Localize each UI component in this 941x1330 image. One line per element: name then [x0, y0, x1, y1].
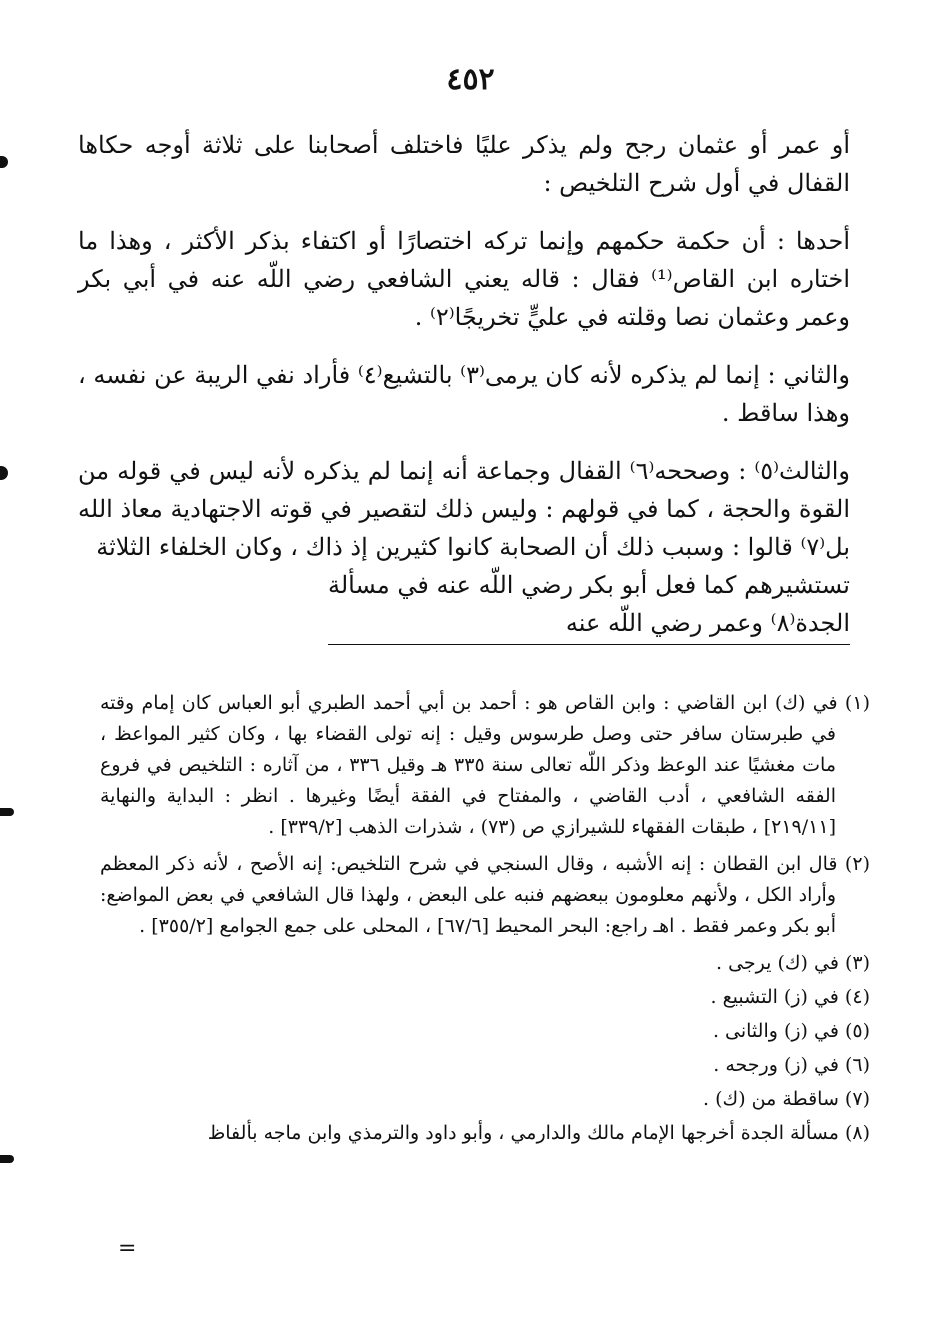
- footnote-6: (٦) في (ز) ورجحه .: [713, 1054, 870, 1076]
- margin-mark: [0, 156, 8, 168]
- footnote-7: (٧) ساقطة من (ك) .: [703, 1088, 870, 1110]
- footnote-5: (٥) في (ز) والثانى .: [712, 1020, 870, 1042]
- footnote-2: (٢) قال ابن القطان : إنه الأشبه ، وقال السنجي في شرح التلخيص: إنه الأصح ، لأنه ذكر المعظم وأراد الكل ، ولأنهم معلومون ببعضهم فنبه على البعض ، ولهذا قال الشافعي في بعض المواضع: أبو بكر وعمر فقط . اهـ راجع: البحر المحيط [٦٧/٦] ، المحلى على جمع الجوامع [٣٥٥/٢] .: [100, 853, 870, 937]
- last-line-main: تستشيرهم كما فعل أبو بكر رضي اللّه عنه في مسألة الجدة⁽٨⁾: [328, 571, 850, 637]
- paragraph-third-view: والثالث⁽٥⁾ : وصححه⁽٦⁾ القفال وجماعة أنه إنما لم يذكره لأنه ليس في قوله من القوة والحجة ، كما في قولهم : وليس ذلك لتقصير في قوته الاجتهادية معاذ الله بل⁽٧⁾ قالوا : وسبب ذلك أن الصحابة كانوا كثيرين إذ ذاك ، وكان الخلفاء الثلاثة: [78, 457, 851, 561]
- margin-mark: [0, 808, 14, 816]
- paragraph-second-view: والثاني : إنما لم يذكره لأنه كان يرمى⁽٣⁾ بالتشيع⁽٤⁾ فأراد نفي الريبة عن نفسه ، وهذا ساقط .: [78, 361, 851, 427]
- paragraph-intro: أو عمر أو عثمان رجح ولم يذكر عليًا فاختلف أصحابنا على ثلاثة أوجه حكاها القفال في أول شرح التلخيص :: [78, 131, 850, 197]
- margin-mark: [0, 466, 8, 480]
- continuation-mark: =: [118, 1236, 137, 1261]
- last-line-overhang: وعمر رضي اللّه عنه: [565, 609, 771, 637]
- paragraph-first-view: أحدها : أن حكمة حكمهم وإنما تركه اختصارًا أو اكتفاء بذكر الأكثر ، وهذا ما اختاره ابن القاص⁽¹⁾ فقال : قاله يعني الشافعي رضي اللّه عنه في أبي بكر وعمر وعثمان نصا وقلته في عليٍّ تخريجًا⁽٢⁾ .: [78, 227, 850, 331]
- footnote-4: (٤) في (ز) التشبيع .: [710, 986, 870, 1008]
- footnotes: [100, 688, 870, 1152]
- footnote-1: (١) في (ك) ابن القاضي : وابن القاص هو : أحمد بن أبي أحمد الطبري أبو العباس كان إمام وقته في طبرستان سافر حتى وصل طرسوس وقيل : إنه تولى القضاء بها ، وكان كثير المواعظ ، مات مغشيًا عند الوعظ وذكر اللّه تعالى سنة ٣٣٥ هـ وقيل ٣٣٦ ، من آثاره : التلخيص في فروع الفقه الشافعي ، أدب القاضي ، والمفتاح في الفقة أيضًا وغيرها . انظر : البداية والنهاية [٢١٩/١١] ، طبقات الفقهاء للشيرازي ص (٧٣) ، شذرات الذهب [٣٣٩/٢] .: [100, 692, 870, 838]
- footnote-8: (٨) مسألة الجدة أخرجها الإمام مالك والدارمي ، وأبو داود والترمذي وابن ماجه بألفاظ: [207, 1122, 870, 1144]
- footnote-3: (٣) في (ك) يرجى .: [715, 952, 870, 974]
- main-text: [78, 126, 850, 645]
- paragraph-last-line: [328, 566, 850, 645]
- margin-mark: [0, 1155, 14, 1163]
- page-number: ٤٥٢: [446, 62, 495, 97]
